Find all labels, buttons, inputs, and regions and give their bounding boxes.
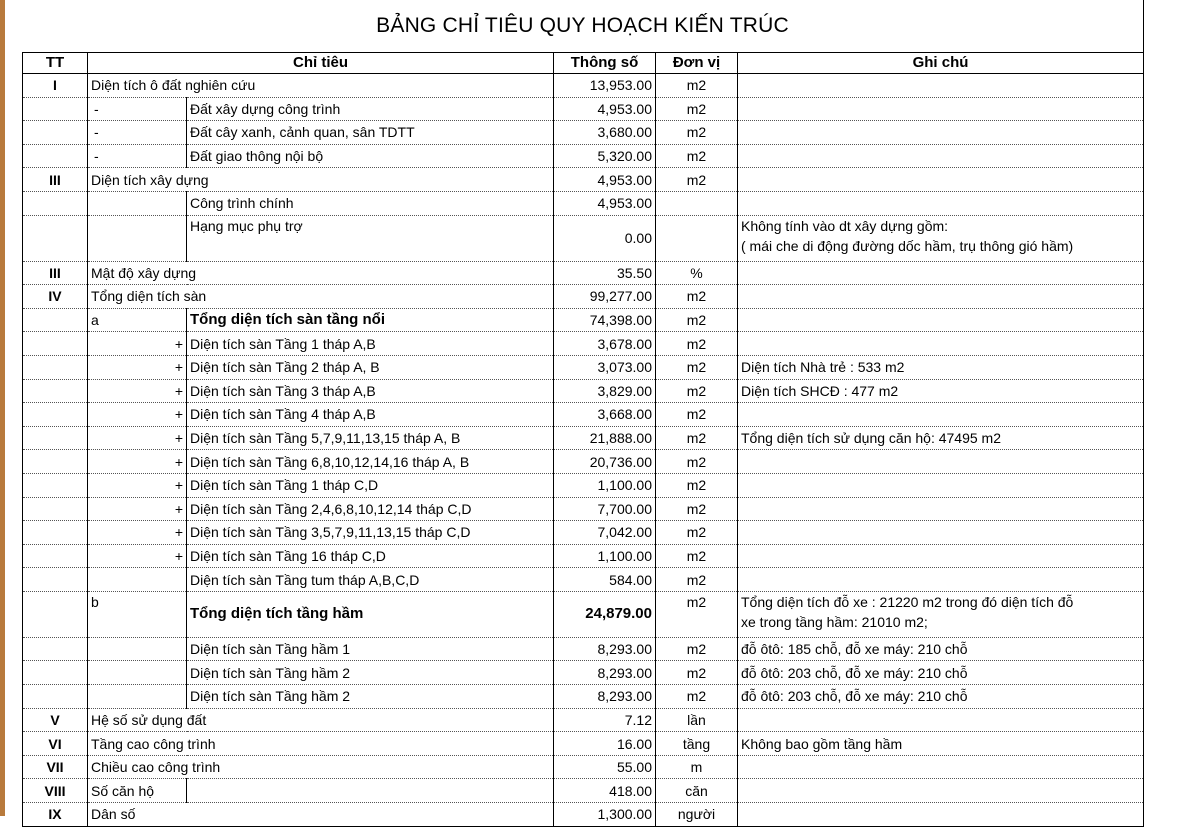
table-row xyxy=(23,521,1144,545)
row-sub[interactable]: - xyxy=(88,97,187,121)
table-row xyxy=(23,661,1144,685)
row-label[interactable]: Số căn hộ xyxy=(88,779,187,803)
row-label[interactable]: Diện tích sàn Tầng hầm 2 xyxy=(187,685,554,709)
row-note[interactable]: Không bao gồm tầng hầm xyxy=(738,732,1144,756)
row-unit[interactable]: m2 xyxy=(656,74,738,98)
row-label[interactable]: Diện tích sàn Tầng 2 tháp A, B xyxy=(187,355,554,379)
row-value[interactable]: 55.00 xyxy=(554,755,656,779)
row-note[interactable] xyxy=(738,191,1144,215)
row-label[interactable]: Đất xây dựng công trình xyxy=(187,97,554,121)
row-note[interactable] xyxy=(738,521,1144,545)
row-label[interactable]: Tầng cao công trình xyxy=(88,732,554,756)
table-row xyxy=(23,544,1144,568)
row-value[interactable]: 3,680.00 xyxy=(554,121,656,145)
row-unit[interactable]: tầng xyxy=(656,732,738,756)
row-tt[interactable] xyxy=(23,661,88,685)
note-line: xe trong tầng hầm: 21010 m2; xyxy=(741,613,928,630)
row-value[interactable]: 35.50 xyxy=(554,261,656,285)
row-sub[interactable]: + xyxy=(88,426,187,450)
table-row xyxy=(23,732,1144,756)
table-row xyxy=(23,591,1144,637)
row-tt[interactable] xyxy=(23,637,88,661)
row-note[interactable] xyxy=(738,544,1144,568)
row-value[interactable]: 4,953.00 xyxy=(554,97,656,121)
row-tt[interactable]: I xyxy=(23,74,88,98)
note-line: Không tính vào dt xây dựng gồm: xyxy=(741,217,949,234)
note-line: Tổng diện tích đỗ xe : 21220 m2 trong đó diện tích đỗ xyxy=(741,593,1074,610)
row-tt[interactable] xyxy=(23,308,88,332)
row-unit[interactable]: m xyxy=(656,755,738,779)
row-sub[interactable]: + xyxy=(88,497,187,521)
row-tt[interactable]: VIII xyxy=(23,779,88,803)
row-unit[interactable]: căn xyxy=(656,779,738,803)
row-unit[interactable]: người xyxy=(656,803,738,827)
row-note[interactable]: đỗ ôtô: 203 chỗ, đỗ xe máy: 210 chỗ xyxy=(738,685,1144,709)
table-row xyxy=(23,308,1144,332)
row-unit[interactable]: m2 xyxy=(656,97,738,121)
row-sub[interactable]: + xyxy=(88,403,187,427)
row-value[interactable]: 0.00 xyxy=(554,215,656,261)
table-row xyxy=(23,74,1144,98)
table-row xyxy=(23,332,1144,356)
row-sub[interactable]: + xyxy=(88,379,187,403)
row-sub[interactable] xyxy=(88,685,187,709)
row-note[interactable] xyxy=(738,332,1144,356)
row-value[interactable]: 7,042.00 xyxy=(554,521,656,545)
header-ghichu: Ghi chú xyxy=(738,53,1144,74)
row-note[interactable] xyxy=(738,450,1144,474)
row-note[interactable]: Diện tích SHCĐ : 477 m2 xyxy=(738,379,1144,403)
row-label[interactable]: Diện tích sàn Tầng 6,8,10,12,14,16 tháp A, B xyxy=(187,450,554,474)
row-note[interactable]: Tổng diện tích sử dụng căn hộ: 47495 m2 xyxy=(738,426,1144,450)
row-note[interactable] xyxy=(738,591,1144,637)
row-label[interactable]: Đất giao thông nội bộ xyxy=(187,144,554,168)
row-label[interactable]: Tổng diện tích tầng hầm xyxy=(187,591,554,637)
row-tt[interactable] xyxy=(23,521,88,545)
row-value[interactable]: 7.12 xyxy=(554,708,656,732)
table-row xyxy=(23,355,1144,379)
row-label[interactable]: Diện tích sàn Tầng hầm 1 xyxy=(187,637,554,661)
row-unit[interactable]: m2 xyxy=(656,473,738,497)
row-tt[interactable] xyxy=(23,591,88,637)
table-row xyxy=(23,473,1144,497)
row-value[interactable]: 4,953.00 xyxy=(554,191,656,215)
row-value[interactable]: 7,700.00 xyxy=(554,497,656,521)
row-note[interactable] xyxy=(738,144,1144,168)
table-row xyxy=(23,779,1144,803)
row-note[interactable] xyxy=(738,755,1144,779)
row-unit[interactable]: % xyxy=(656,261,738,285)
header-tt: TT xyxy=(23,53,88,74)
row-value[interactable]: 3,668.00 xyxy=(554,403,656,427)
row-unit[interactable]: m2 xyxy=(656,661,738,685)
row-tt[interactable] xyxy=(23,332,88,356)
row-label[interactable]: Dân số xyxy=(88,803,554,827)
row-value[interactable]: 1,300.00 xyxy=(554,803,656,827)
row-note[interactable] xyxy=(738,403,1144,427)
row-tt[interactable] xyxy=(23,215,88,261)
row-unit[interactable] xyxy=(656,215,738,261)
row-label[interactable]: Đất cây xanh, cảnh quan, sân TDTT xyxy=(187,121,554,145)
row-tt[interactable] xyxy=(23,497,88,521)
table-row xyxy=(23,215,1144,261)
spreadsheet-sheet xyxy=(22,0,1143,823)
row-tt[interactable] xyxy=(23,144,88,168)
table-row xyxy=(23,403,1144,427)
table-row xyxy=(23,379,1144,403)
note-line: ( mái che di động đường dốc hầm, trụ thông gió hầm) xyxy=(741,237,1074,254)
row-tt[interactable]: IX xyxy=(23,803,88,827)
row-sub[interactable]: + xyxy=(88,544,187,568)
row-note[interactable] xyxy=(738,97,1144,121)
table-row xyxy=(23,637,1144,661)
row-sub[interactable] xyxy=(88,661,187,685)
row-unit[interactable]: m2 xyxy=(656,144,738,168)
row-value[interactable]: 1,100.00 xyxy=(554,544,656,568)
row-tt[interactable] xyxy=(23,473,88,497)
row-value[interactable]: 584.00 xyxy=(554,568,656,592)
row-unit[interactable]: m2 xyxy=(656,168,738,192)
row-sub[interactable] xyxy=(88,191,187,215)
row-tt[interactable] xyxy=(23,379,88,403)
table-row xyxy=(23,261,1144,285)
row-unit[interactable]: m2 xyxy=(656,450,738,474)
row-unit[interactable]: m2 xyxy=(656,308,738,332)
row-tt[interactable] xyxy=(23,403,88,427)
row-label[interactable]: Diện tích sàn Tầng 1 tháp A,B xyxy=(187,332,554,356)
row-sub[interactable]: + xyxy=(88,473,187,497)
row-label[interactable]: Hạng mục phụ trợ xyxy=(187,215,554,261)
row-note[interactable] xyxy=(738,308,1144,332)
table-row xyxy=(23,803,1144,827)
row-sub[interactable]: + xyxy=(88,355,187,379)
row-unit[interactable]: m2 xyxy=(656,497,738,521)
row-note[interactable] xyxy=(738,168,1144,192)
row-label[interactable]: Diện tích xây dựng xyxy=(88,168,554,192)
row-unit[interactable]: m2 xyxy=(656,285,738,309)
row-note[interactable] xyxy=(738,803,1144,827)
row-label[interactable]: Tổng diện tích sàn xyxy=(88,285,554,309)
table-row xyxy=(23,191,1144,215)
row-tt[interactable] xyxy=(23,544,88,568)
header-thongso: Thông số xyxy=(554,53,656,74)
row-tt[interactable] xyxy=(23,355,88,379)
row-unit[interactable]: m2 xyxy=(656,637,738,661)
row-sub[interactable] xyxy=(88,637,187,661)
row-label[interactable]: Tổng diện tích sàn tầng nổi xyxy=(187,308,554,332)
row-unit[interactable]: m2 xyxy=(656,426,738,450)
row-label[interactable]: Diện tích sàn Tầng 2,4,6,8,10,12,14 tháp C,D xyxy=(187,497,554,521)
row-label[interactable]: Mật độ xây dựng xyxy=(88,261,554,285)
row-value[interactable]: 1,100.00 xyxy=(554,473,656,497)
row-label[interactable]: Diện tích sàn Tầng 5,7,9,11,13,15 tháp A, B xyxy=(187,426,554,450)
row-value[interactable]: 5,320.00 xyxy=(554,144,656,168)
row-note[interactable] xyxy=(738,779,1144,803)
table-row xyxy=(23,121,1144,145)
row-label[interactable]: Diện tích ô đất nghiên cứu xyxy=(88,74,554,98)
row-value[interactable]: 418.00 xyxy=(554,779,656,803)
row-note[interactable] xyxy=(738,473,1144,497)
row-unit[interactable]: lần xyxy=(656,708,738,732)
row-tt[interactable]: VI xyxy=(23,732,88,756)
row-value[interactable]: 3,829.00 xyxy=(554,379,656,403)
row-tt[interactable] xyxy=(23,568,88,592)
row-tt[interactable]: VII xyxy=(23,755,88,779)
row-tt[interactable]: III xyxy=(23,168,88,192)
row-label[interactable]: Diện tích sàn Tầng 3,5,7,9,11,13,15 tháp C,D xyxy=(187,521,554,545)
table-title: BẢNG CHỈ TIÊU QUY HOẠCH KIẾN TRÚC xyxy=(22,0,1144,52)
row-unit[interactable]: m2 xyxy=(656,403,738,427)
row-label[interactable]: Công trình chính xyxy=(187,191,554,215)
row-tt[interactable]: III xyxy=(23,261,88,285)
table-row xyxy=(23,708,1144,732)
row-value[interactable]: 8,293.00 xyxy=(554,637,656,661)
header-chitieu: Chỉ tiêu xyxy=(88,53,554,74)
row-tt[interactable] xyxy=(23,97,88,121)
row-sub[interactable]: + xyxy=(88,521,187,545)
row-value[interactable]: 20,736.00 xyxy=(554,450,656,474)
row-unit[interactable]: m2 xyxy=(656,568,738,592)
row-unit[interactable]: m2 xyxy=(656,685,738,709)
row-value[interactable]: 21,888.00 xyxy=(554,426,656,450)
row-value[interactable]: 4,953.00 xyxy=(554,168,656,192)
row-tt[interactable]: IV xyxy=(23,285,88,309)
row-sub[interactable]: - xyxy=(88,121,187,145)
row-label[interactable]: Diện tích sàn Tầng hầm 2 xyxy=(187,661,554,685)
table-row xyxy=(23,426,1144,450)
row-value[interactable]: 13,953.00 xyxy=(554,74,656,98)
table-row xyxy=(23,168,1144,192)
row-value[interactable]: 74,398.00 xyxy=(554,308,656,332)
table-row xyxy=(23,685,1144,709)
row-value[interactable]: 3,678.00 xyxy=(554,332,656,356)
planning-table xyxy=(22,52,1144,827)
row-unit[interactable]: m2 xyxy=(656,521,738,545)
row-tt[interactable] xyxy=(23,121,88,145)
row-sub[interactable] xyxy=(88,568,187,592)
row-label[interactable]: Chiều cao công trình xyxy=(88,755,554,779)
header-donvi: Đơn vị xyxy=(656,53,738,74)
row-label[interactable]: Hệ số sử dụng đất xyxy=(88,708,554,732)
row-unit[interactable]: m2 xyxy=(656,121,738,145)
row-sub[interactable]: - xyxy=(88,144,187,168)
row-unit[interactable]: m2 xyxy=(656,544,738,568)
row-label[interactable]: Diện tích sàn Tầng tum tháp A,B,C,D xyxy=(187,568,554,592)
row-note[interactable] xyxy=(738,74,1144,98)
table-row xyxy=(23,568,1144,592)
row-note[interactable] xyxy=(738,568,1144,592)
table-row xyxy=(23,285,1144,309)
row-tt[interactable] xyxy=(23,426,88,450)
row-note[interactable] xyxy=(738,261,1144,285)
row-sub[interactable]: b xyxy=(88,591,187,637)
row-note[interactable] xyxy=(738,497,1144,521)
row-label-extra[interactable] xyxy=(187,779,554,803)
row-unit[interactable]: m2 xyxy=(656,591,738,637)
row-label[interactable]: Diện tích sàn Tầng 3 tháp A,B xyxy=(187,379,554,403)
row-value[interactable]: 8,293.00 xyxy=(554,685,656,709)
row-unit[interactable]: m2 xyxy=(656,355,738,379)
row-label[interactable]: Diện tích sàn Tầng 16 tháp C,D xyxy=(187,544,554,568)
row-sub[interactable] xyxy=(88,215,187,261)
table-row xyxy=(23,497,1144,521)
row-tt[interactable] xyxy=(23,191,88,215)
row-value[interactable]: 99,277.00 xyxy=(554,285,656,309)
row-unit[interactable]: m2 xyxy=(656,379,738,403)
row-note[interactable] xyxy=(738,285,1144,309)
row-note[interactable] xyxy=(738,215,1144,261)
row-value[interactable]: 8,293.00 xyxy=(554,661,656,685)
row-note[interactable]: đỗ ôtô: 185 chỗ, đỗ xe máy: 210 chỗ xyxy=(738,637,1144,661)
row-sub[interactable]: + xyxy=(88,332,187,356)
table-row xyxy=(23,450,1144,474)
table-row xyxy=(23,97,1144,121)
table-row xyxy=(23,144,1144,168)
window-edge xyxy=(0,0,5,816)
row-sub[interactable]: + xyxy=(88,450,187,474)
row-tt[interactable] xyxy=(23,450,88,474)
row-note[interactable]: đỗ ôtô: 203 chỗ, đỗ xe máy: 210 chỗ xyxy=(738,661,1144,685)
row-note[interactable]: Diện tích Nhà trẻ : 533 m2 xyxy=(738,355,1144,379)
row-tt[interactable]: V xyxy=(23,708,88,732)
header-row xyxy=(23,53,1144,74)
row-value[interactable]: 3,073.00 xyxy=(554,355,656,379)
row-value[interactable]: 16.00 xyxy=(554,732,656,756)
row-note[interactable] xyxy=(738,121,1144,145)
row-label[interactable]: Diện tích sàn Tầng 4 tháp A,B xyxy=(187,403,554,427)
row-tt[interactable] xyxy=(23,685,88,709)
row-value[interactable]: 24,879.00 xyxy=(554,591,656,637)
row-unit[interactable] xyxy=(656,191,738,215)
row-label[interactable]: Diện tích sàn Tầng 1 tháp C,D xyxy=(187,473,554,497)
row-note[interactable] xyxy=(738,708,1144,732)
table-row xyxy=(23,755,1144,779)
row-unit[interactable]: m2 xyxy=(656,332,738,356)
row-sub[interactable]: a xyxy=(88,308,187,332)
